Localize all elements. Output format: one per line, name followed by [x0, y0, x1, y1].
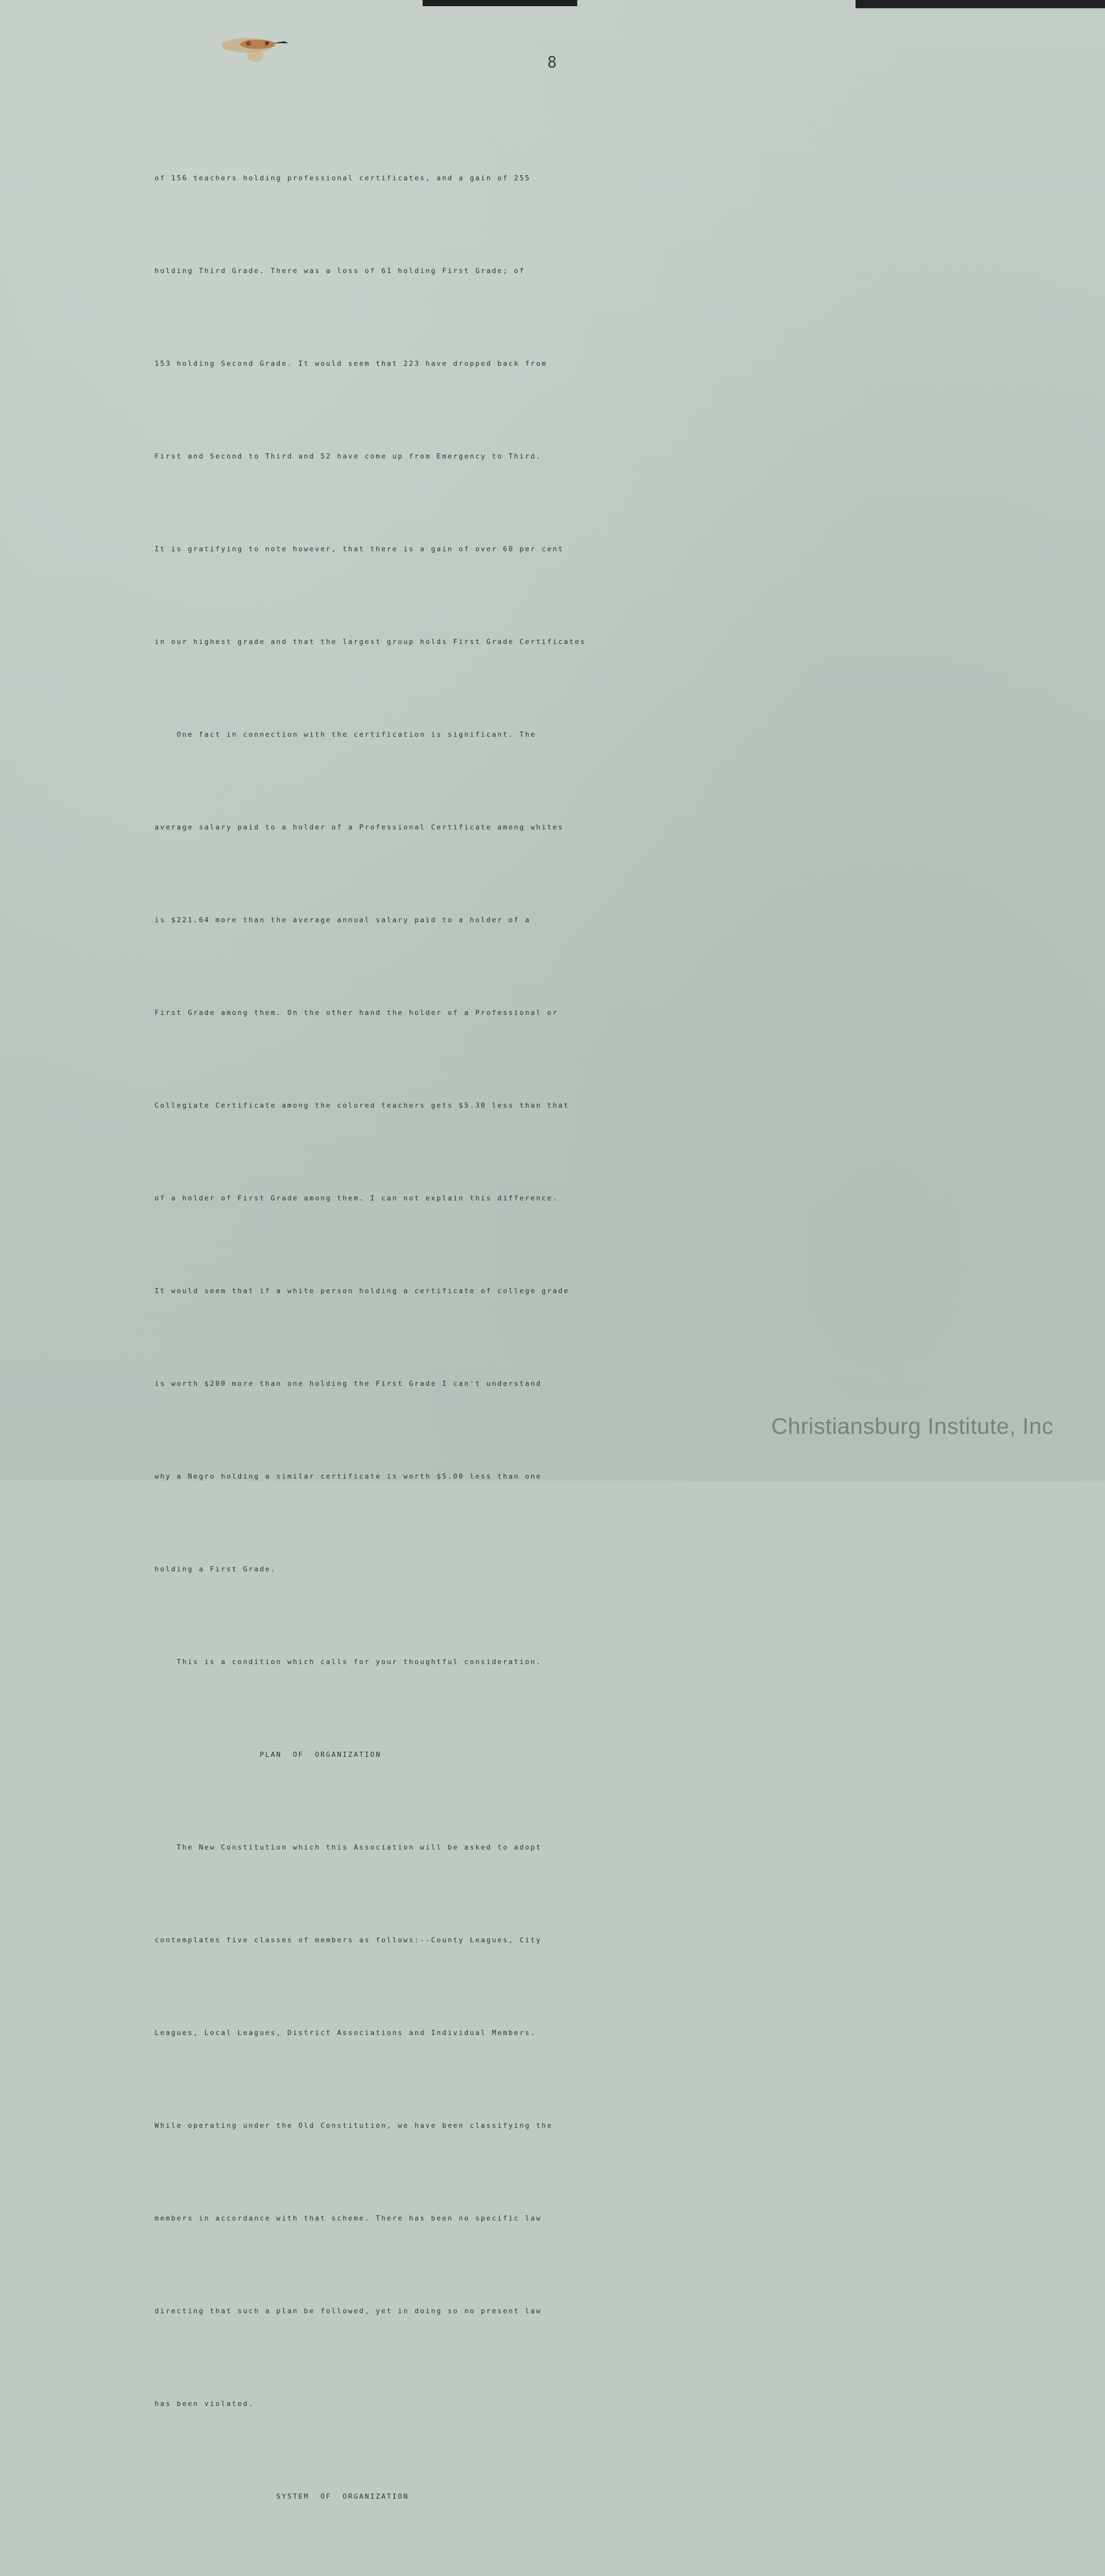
page-edge-shadow: [423, 0, 577, 6]
text-line: This is a condition which calls for your thoughtful consideration.: [155, 1658, 542, 1666]
text-line: It is gratifying to note however, that there is a gain of over 60 per cent: [155, 545, 564, 553]
section-heading-system: SYSTEM OF ORGANIZATION: [155, 2493, 409, 2501]
section-heading-plan: PLAN OF ORGANIZATION: [155, 1751, 381, 1759]
text-line: of 156 teachers holding professional certificates, and a gain of 255: [155, 174, 531, 182]
text-line: First and Second to Third and 52 have come up from Emergency to Third.: [155, 452, 542, 461]
text-line: Leagues, Local Leagues, District Associations and Individual Members.: [155, 2029, 537, 2037]
text-line: 153 holding Second Grade. It would seem that 223 have dropped back from: [155, 360, 547, 368]
text-line: has been violated.: [155, 2400, 255, 2408]
text-line: holding a First Grade.: [155, 1565, 277, 1573]
text-line: Collegiate Certificate among the colored teachers gets $5.30 less than that: [155, 1101, 570, 1110]
text-line: It would seem that if a white person holding a certificate of college grade: [155, 1287, 570, 1295]
text-line: The New Constitution which this Association will be asked to adopt: [155, 1843, 542, 1852]
text-line: holding Third Grade. There was a loss of 61 holding First Grade; of: [155, 267, 525, 275]
text-line: First Grade among them. On the other hand the holder of a Professional or: [155, 1009, 559, 1017]
text-line: members in accordance with that scheme. There has been no specific law: [155, 2214, 542, 2223]
page-number: 8: [547, 54, 558, 72]
text-line: is worth $200 more than one holding the First Grade I can't understand: [155, 1380, 542, 1388]
text-line: contemplates five classes of members as follows:--County Leagues, City: [155, 1936, 542, 1944]
text-line: of a holder of First Grade among them. I can not explain this difference.: [155, 1194, 559, 1202]
text-line: in our highest grade and that the largest group holds First Grade Certificates: [155, 638, 586, 646]
text-line: While operating under the Old Constitution, we have been classifying the: [155, 2122, 553, 2130]
text-line: One fact in connection with the certification is significant. The: [155, 731, 537, 739]
text-line: directing that such a plan be followed, yet in doing so no present law: [155, 2307, 542, 2315]
text-line: average salary paid to a holder of a Professional Certificate among whites: [155, 823, 564, 832]
page-edge-shadow: [856, 0, 1105, 8]
document-body: [155, 101, 1103, 2576]
watermark: Christiansburg Institute, Inc: [771, 1414, 1053, 1439]
text-line: [155, 2574, 1103, 2576]
text-line: why a Negro holding a similar certificate is worth $5.00 less than one: [155, 1472, 542, 1481]
text-line: is $221.64 more than the average annual salary paid to a holder of a: [155, 916, 531, 924]
